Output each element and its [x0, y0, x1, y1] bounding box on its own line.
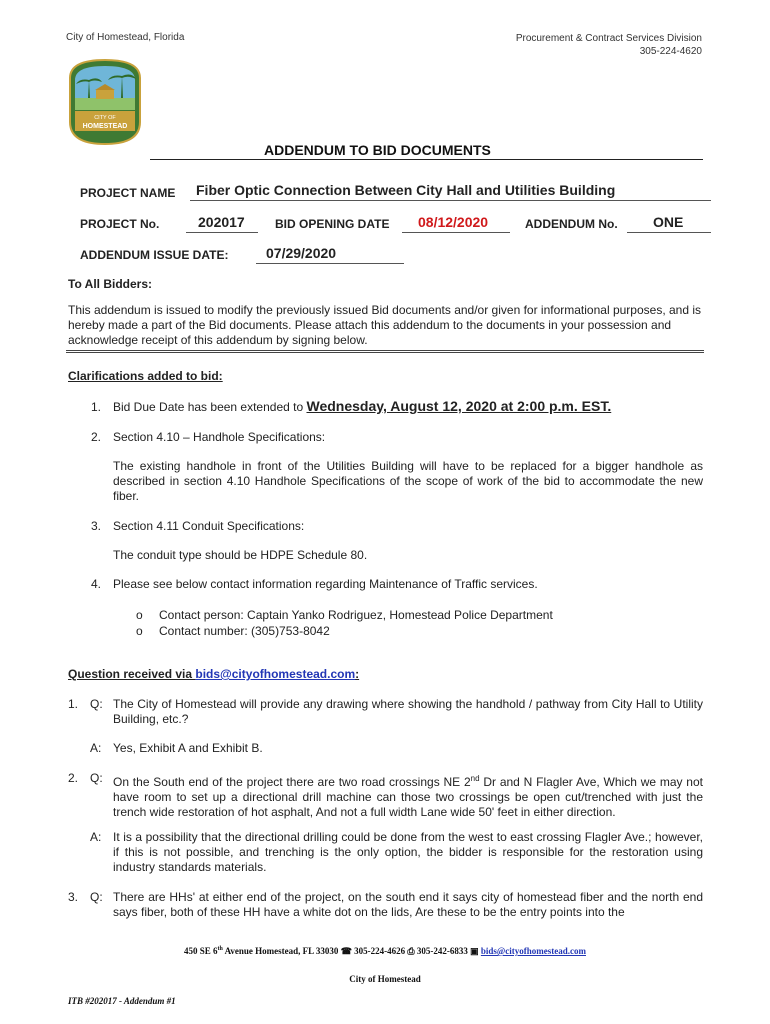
footer-city: City of Homestead	[349, 974, 421, 984]
city-seal-logo	[66, 58, 144, 146]
q1-text: The City of Homestead will provide any drawing where showing the handhold / pathway from City Hall to Utility Building, etc.?	[113, 697, 703, 726]
questions-email-link[interactable]: bids@cityofhomestead.com	[195, 667, 356, 681]
clar-item-3-num: 3.	[90, 519, 101, 533]
q2-text-a: On the South end of the project there are two road crossings NE 2	[113, 775, 471, 789]
a1-text: Yes, Exhibit A and Exhibit B.	[113, 741, 263, 755]
clar-item-1-num: 1.	[90, 400, 101, 414]
issue-date-label: ADDENDUM ISSUE DATE:	[80, 248, 229, 262]
q2-text-b: Dr and N Flagler Ave, Which we may not have room to set up a directional drill machine can those two crossings be open cut/trenched with just the trench wide restoration of hot asphalt, And not a full width Lane wide 50' feet in either direction.	[113, 775, 703, 819]
logo-text-homestead: HOMESTEAD	[82, 123, 128, 130]
bid-opening-line	[402, 214, 510, 233]
bullet-2: o	[136, 624, 143, 638]
issue-date-value: 07/29/2020	[266, 245, 337, 261]
clar-item-3-note: The conduit type should be HDPE Schedule 80.	[113, 548, 368, 562]
a2-text: It is a possibility that the directional drilling could be done from the west to east crossing Flagler Ave.; however, if this is not possible, and trenching is the only option, the bidder is responsible for the restoration using industry standards materials.	[113, 830, 703, 874]
header-division-block	[516, 32, 702, 58]
q2-sup: nd	[470, 774, 480, 783]
clarifications-heading: Clarifications added to bid:	[68, 369, 223, 383]
title-underline	[150, 142, 703, 160]
clar-item-2-num: 2.	[90, 430, 101, 444]
project-name-line	[190, 182, 711, 201]
footer-contact-line	[0, 946, 770, 957]
addendum-no-value: ONE	[653, 214, 684, 230]
bid-opening-value: 08/12/2020	[418, 214, 489, 230]
q2-num: 2.	[68, 771, 79, 785]
intro-paragraph: This addendum is issued to modify the previously issued Bid documents and/or given for informational purposes, and is hereby made a part of the Bid documents. Please attach this addendum to the documents in your possession and acknowledge receipt of this addendum by signing below.	[68, 303, 702, 347]
a1-label: A:	[90, 741, 102, 755]
footer-phone: 305-224-4626	[354, 946, 406, 956]
clar-item-4-text: Please see below contact information regarding Maintenance of Traffic services.	[113, 577, 538, 591]
footer-address-sup: th	[217, 946, 223, 952]
footer-address-b: Avenue Homestead, FL 33030	[222, 946, 339, 956]
contact-number: Contact number: (305)753-8042	[159, 624, 330, 638]
to-all-bidders: To All Bidders:	[68, 277, 152, 291]
header-phone: 305-224-4620	[639, 46, 702, 57]
clar-item-4-num: 4.	[90, 577, 101, 591]
addendum-no-line	[627, 214, 711, 233]
clar-item-3-text: Section 4.11 Conduit Specifications:	[113, 519, 305, 533]
double-rule	[66, 350, 704, 353]
phone-icon: ☎	[340, 946, 352, 956]
bullet-1: o	[136, 608, 143, 622]
document-title: ADDENDUM TO BID DOCUMENTS	[264, 142, 491, 158]
project-name-value: Fiber Optic Connection Between City Hall and Utilities Building	[196, 182, 616, 198]
questions-heading	[68, 667, 359, 681]
clar-item-1	[113, 396, 713, 417]
logo-text-city-of: CITY OF	[94, 115, 116, 121]
bid-opening-label: BID OPENING DATE	[275, 217, 390, 231]
q3-text: There are HHs' at either end of the project, on the south end it says city of homestead fiber and the north end says fiber, both of these HH have a white dot on the lids, Are these to be the entry points into the	[113, 890, 703, 919]
q3-label: Q:	[90, 890, 103, 904]
clar-item-1-text: Bid Due Date has been extended to	[113, 400, 307, 414]
header-division: Procurement & Contract Services Division	[515, 33, 702, 44]
q2-label: Q:	[90, 771, 103, 785]
footer-itb: ITB #202017 - Addendum #1	[68, 996, 176, 1006]
project-no-line	[186, 214, 258, 233]
project-no-value: 202017	[198, 214, 245, 230]
footer-address-a: 450 SE 6	[183, 946, 218, 956]
fax-icon: ⎙	[407, 946, 415, 956]
questions-heading-text: Question received via	[68, 667, 196, 681]
issue-date-line	[256, 245, 404, 264]
header-city: City of Homestead, Florida	[66, 32, 185, 43]
clar-item-2-note: The existing handhole in front of the Utilities Building will have to be replaced for a bigger handhole as described in section 4.10 Handhole Specifications of the scope of work of the bid to accommodate the new fiber.	[113, 459, 703, 503]
questions-heading-colon: :	[355, 667, 360, 681]
addendum-no-label: ADDENDUM No.	[525, 217, 618, 231]
footer-fax: 305-242-6833	[416, 946, 468, 956]
footer-email-link[interactable]: bids@cityofhomestead.com	[480, 946, 586, 956]
computer-icon: ▣	[470, 946, 479, 956]
clar-item-2-text: Section 4.10 – Handhole Specifications:	[113, 430, 326, 444]
clar-item-1-emph: Wednesday, August 12, 2020 at 2:00 p.m. EST.	[306, 398, 612, 414]
project-no-label: PROJECT No.	[80, 217, 160, 231]
project-name-label: PROJECT NAME	[80, 186, 176, 200]
q2-text	[113, 771, 703, 820]
q1-num: 1.	[68, 697, 79, 711]
contact-person: Contact person: Captain Yanko Rodriguez, Homestead Police Department	[159, 608, 553, 622]
q3-num: 3.	[68, 890, 79, 904]
q1-label: Q:	[90, 697, 103, 711]
a2-label: A:	[90, 830, 102, 844]
